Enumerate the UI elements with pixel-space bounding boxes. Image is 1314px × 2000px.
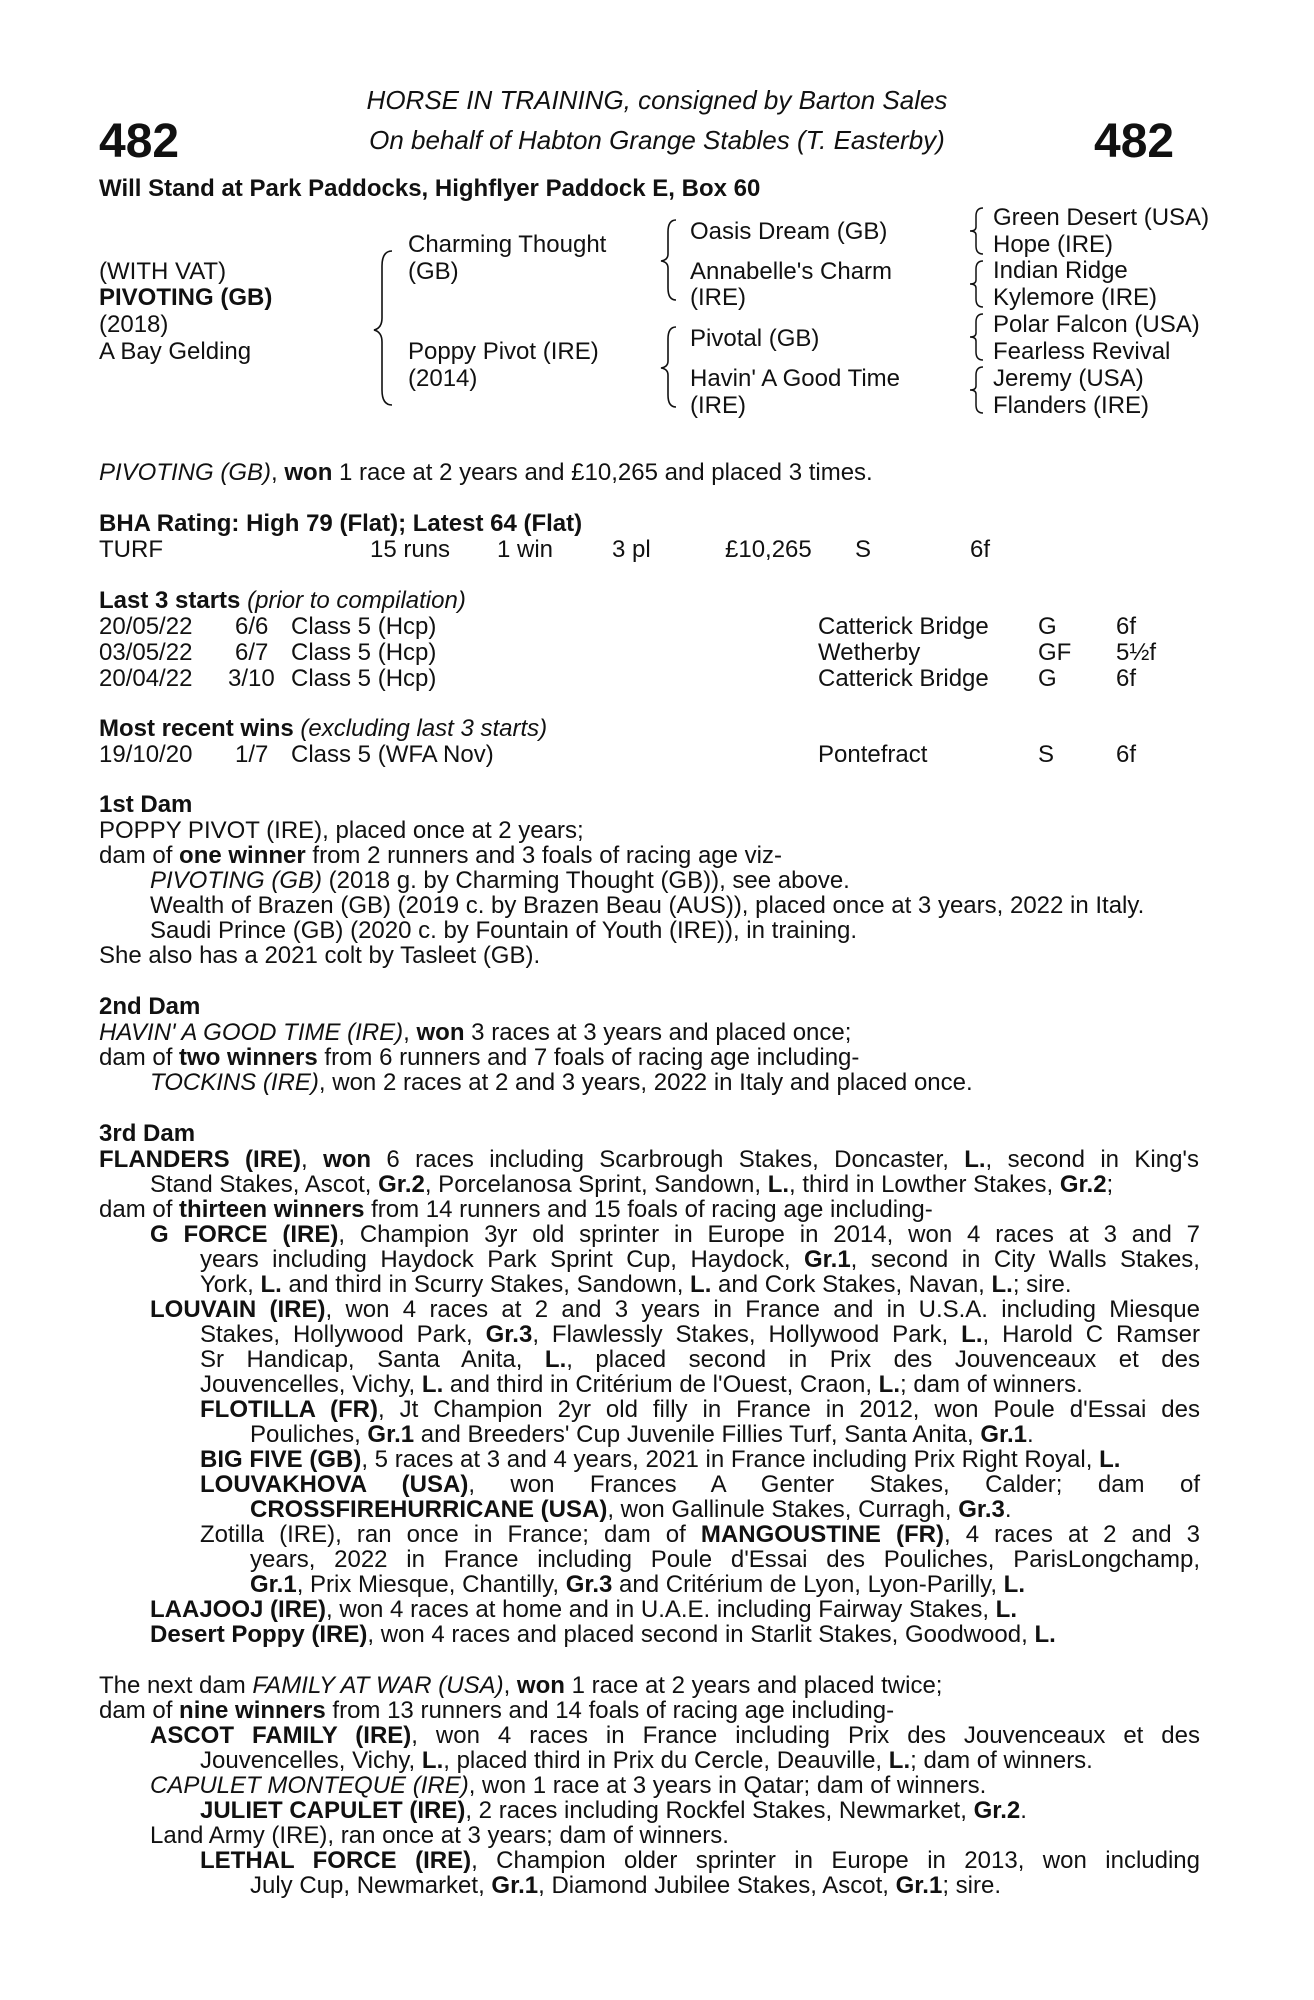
dam2-heading: 2nd Dam: [99, 993, 201, 1020]
dam1-line-1: POPPY PIVOT (IRE), placed once at 2 years;: [99, 817, 584, 844]
lot-number-left: 482: [99, 115, 180, 168]
sds: Indian Ridge: [993, 257, 1128, 284]
stand-location: Will Stand at Park Paddocks, Highflyer Paddock E, Box 60: [99, 175, 761, 202]
recent-win-date: 19/10/20: [99, 741, 193, 768]
last3-class-2: Class 5 (Hcp): [291, 639, 437, 666]
dam3-heading: 3rd Dam: [99, 1120, 196, 1147]
lethal-force-line-2: July Cup, Newmarket, Gr.1, Diamond Jubilee Stakes, Ascot, Gr.1; sire.: [250, 1872, 1002, 1899]
rating-prize: £10,265: [725, 536, 812, 563]
last3-class-1: Class 5 (Hcp): [291, 613, 437, 640]
pedigree-brace-sire: [658, 218, 680, 302]
bha-rating: BHA Rating: High 79 (Flat); Latest 64 (Flat): [99, 510, 583, 537]
vat-label: (WITH VAT): [99, 258, 227, 285]
louvain-line-1: LOUVAIN (IRE), won 4 races at 2 and 3 years in France and in U.S.A. including Miesque: [150, 1296, 1200, 1323]
louvain-line-2: Stakes, Hollywood Park, Gr.3, Flawlessly Stakes, Hollywood Park, L., Harold C Ramser: [200, 1321, 1201, 1348]
land-army-line: Land Army (IRE), ran once at 3 years; dam of winners.: [150, 1822, 729, 1849]
zotilla-line-3: Gr.1, Prix Miesque, Chantilly, Gr.3 and Critérium de Lyon, Lyon-Parilly, L.: [250, 1571, 1025, 1598]
dam2-line-3: TOCKINS (IRE), won 2 races at 2 and 3 years, 2022 in Italy and placed once.: [150, 1069, 973, 1096]
dam1-line-6: She also has a 2021 colt by Tasleet (GB).: [99, 942, 541, 969]
flotilla-line-1: FLOTILLA (FR), Jt Champion 2yr old filly in France in 2012, won Poule d'Essai des: [200, 1396, 1200, 1423]
dam3-flanders-3: dam of thirteen winners from 14 runners and 15 foals of racing age including-: [99, 1196, 933, 1223]
dam-dam-country: (IRE): [690, 392, 746, 419]
dam3-flanders-1: FLANDERS (IRE), won 6 races including Scarbrough Stakes, Doncaster, L., second in King's: [99, 1146, 1199, 1173]
pedigree-brace-dam: [658, 325, 680, 409]
rating-distance: 6f: [970, 536, 991, 563]
last3-dist-1: 6f: [1116, 613, 1137, 640]
last3-date-1: 20/05/22: [99, 613, 193, 640]
last3-pos-1: 6/6: [235, 613, 269, 640]
louvakhova-line: LOUVAKHOVA (USA), won Frances A Genter Stakes, Calder; dam of: [200, 1471, 1200, 1498]
dam1-line-3: PIVOTING (GB) (2018 g. by Charming Thought (GB)), see above.: [150, 867, 850, 894]
flotilla-line-2: Pouliches, Gr.1 and Breeders' Cup Juvenile Fillies Turf, Santa Anita, Gr.1.: [250, 1421, 1034, 1448]
dam-name: Poppy Pivot (IRE): [408, 338, 599, 365]
lethal-force-line-1: LETHAL FORCE (IRE), Champion older sprinter in Europe in 2013, won including: [200, 1847, 1200, 1874]
ascot-family-line-2: Jouvencelles, Vichy, L., placed third in Prix du Cercle, Deauville, L.; dam of winners.: [200, 1747, 1093, 1774]
dam1-line-4: Wealth of Brazen (GB) (2019 c. by Brazen Beau (AUS)), placed once at 3 years, 2022 in Italy.: [150, 892, 1145, 919]
behalf-line: On behalf of Habton Grange Stables (T. Easterby): [369, 125, 945, 155]
last3-class-3: Class 5 (Hcp): [291, 665, 437, 692]
recent-win-course: Pontefract: [818, 741, 928, 768]
sire-sire: Oasis Dream (GB): [690, 218, 888, 245]
rating-surface: TURF: [99, 536, 163, 563]
pedigree-brace-dd: [967, 365, 987, 415]
louvain-line-4: Jouvencelles, Vichy, L. and third in Critérium de l'Ouest, Craon, L.; dam of winners.: [200, 1371, 1083, 1398]
last3-course-2: Wetherby: [818, 639, 921, 666]
race-summary: PIVOTING (GB), won 1 race at 2 years and £10,265 and placed 3 times.: [99, 459, 873, 486]
sss: Green Desert (USA): [993, 204, 1210, 231]
dam-dam: Havin' A Good Time: [690, 365, 901, 392]
consignor-line: HORSE IN TRAINING, consigned by Barton Sales: [366, 85, 948, 115]
sire-dam: Annabelle's Charm: [690, 258, 893, 285]
last3-going-1: G: [1038, 613, 1057, 640]
dam1-line-2: dam of one winner from 2 runners and 3 foals of racing age viz-: [99, 842, 782, 869]
horse-description: A Bay Gelding: [99, 338, 252, 365]
last3-course-3: Catterick Bridge: [818, 665, 989, 692]
crossfire-line: CROSSFIREHURRICANE (USA), won Gallinule Stakes, Curragh, Gr.3.: [250, 1496, 1012, 1523]
pedigree-brace-sd: [967, 259, 987, 309]
capulet-line: CAPULET MONTEQUE (IRE), won 1 race at 3 years in Qatar; dam of winners.: [150, 1772, 987, 1799]
pedigree-brace-ss: [967, 206, 987, 256]
rating-wins: 1 win: [497, 536, 554, 563]
sdd: Kylemore (IRE): [993, 284, 1158, 311]
bigfive-line: BIG FIVE (GB), 5 races at 3 and 4 years, 2021 in France including Prix Right Royal, L.: [200, 1446, 1121, 1473]
ddd: Flanders (IRE): [993, 392, 1150, 419]
ssd: Hope (IRE): [993, 231, 1114, 258]
dam-year: (2014): [408, 365, 478, 392]
recent-win-pos: 1/7: [235, 741, 269, 768]
rating-runs: 15 runs: [370, 536, 451, 563]
recent-win-class: Class 5 (WFA Nov): [291, 741, 494, 768]
sire-name: Charming Thought: [408, 231, 607, 258]
recent-win-going: S: [1038, 741, 1055, 768]
dam1-line-5: Saudi Prince (GB) (2020 c. by Fountain of Youth (IRE)), in training.: [150, 917, 858, 944]
gforce-line-3: York, L. and third in Scurry Stakes, Sandown, L. and Cork Stakes, Navan, L.; sire.: [200, 1271, 1072, 1298]
sire-dam-country: (IRE): [690, 284, 746, 311]
zotilla-line-2: years, 2022 in France including Poule d'Essai des Pouliches, ParisLongchamp,: [250, 1546, 1200, 1573]
pedigree-brace-ds: [967, 312, 987, 362]
ascot-family-line-1: ASCOT FAMILY (IRE), won 4 races in France including Prix des Jouvenceaux et des: [150, 1722, 1201, 1749]
dds: Jeremy (USA): [993, 365, 1144, 392]
last3-pos-3: 3/10: [228, 665, 275, 692]
sire-country: (GB): [408, 258, 459, 285]
last3-heading: Last 3 starts (prior to compilation): [99, 587, 466, 614]
nextdam-line-1: The next dam FAMILY AT WAR (USA), won 1 race at 2 years and placed twice;: [99, 1672, 943, 1699]
last3-dist-3: 6f: [1116, 665, 1137, 692]
dam-sire: Pivotal (GB): [690, 325, 820, 352]
gforce-line-1: G FORCE (IRE), Champion 3yr old sprinter in Europe in 2014, won 4 races at 3 and 7: [150, 1221, 1200, 1248]
dsd: Fearless Revival: [993, 338, 1171, 365]
dam2-line-2: dam of two winners from 6 runners and 7 foals of racing age including-: [99, 1044, 860, 1071]
nextdam-line-2: dam of nine winners from 13 runners and 14 foals of racing age including-: [99, 1697, 895, 1724]
horse-year: (2018): [99, 311, 169, 338]
gforce-line-2: years including Haydock Park Sprint Cup, Haydock, Gr.1, second in City Walls Stakes,: [200, 1246, 1200, 1273]
lot-number-right: 482: [1094, 115, 1175, 168]
last3-date-3: 20/04/22: [99, 665, 193, 692]
dam2-line-1: HAVIN' A GOOD TIME (IRE), won 3 races at 3 years and placed once;: [99, 1019, 852, 1046]
laajooj-line: LAAJOOJ (IRE), won 4 races at home and in U.A.E. including Fairway Stakes, L.: [150, 1596, 1017, 1623]
last3-pos-2: 6/7: [235, 639, 269, 666]
last3-dist-2: 5½f: [1116, 639, 1157, 666]
juliet-line: JULIET CAPULET (IRE), 2 races including Rockfel Stakes, Newmarket, Gr.2.: [200, 1797, 1027, 1824]
last3-going-3: G: [1038, 665, 1057, 692]
last3-course-1: Catterick Bridge: [818, 613, 989, 640]
last3-date-2: 03/05/22: [99, 639, 193, 666]
louvain-line-3: Sr Handicap, Santa Anita, L., placed second in Prix des Jouvenceaux et des: [200, 1346, 1200, 1373]
recent-wins-heading: Most recent wins (excluding last 3 starts): [99, 715, 548, 742]
dss: Polar Falcon (USA): [993, 311, 1200, 338]
rating-placed: 3 pl: [612, 536, 651, 563]
last3-going-2: GF: [1038, 639, 1072, 666]
recent-win-dist: 6f: [1116, 741, 1137, 768]
desert-poppy-line: Desert Poppy (IRE), won 4 races and placed second in Starlit Stakes, Goodwood, L.: [150, 1621, 1056, 1648]
rating-going: S: [855, 536, 872, 563]
horse-name: PIVOTING (GB): [99, 284, 273, 311]
dam3-flanders-2: Stand Stakes, Ascot, Gr.2, Porcelanosa Sprint, Sandown, L., third in Lowther Stakes, Gr.2;: [150, 1171, 1114, 1198]
zotilla-line-1: Zotilla (IRE), ran once in France; dam of MANGOUSTINE (FR), 4 races at 2 and 3: [200, 1521, 1200, 1548]
dam1-heading: 1st Dam: [99, 791, 193, 818]
pedigree-brace-main: [370, 248, 400, 408]
